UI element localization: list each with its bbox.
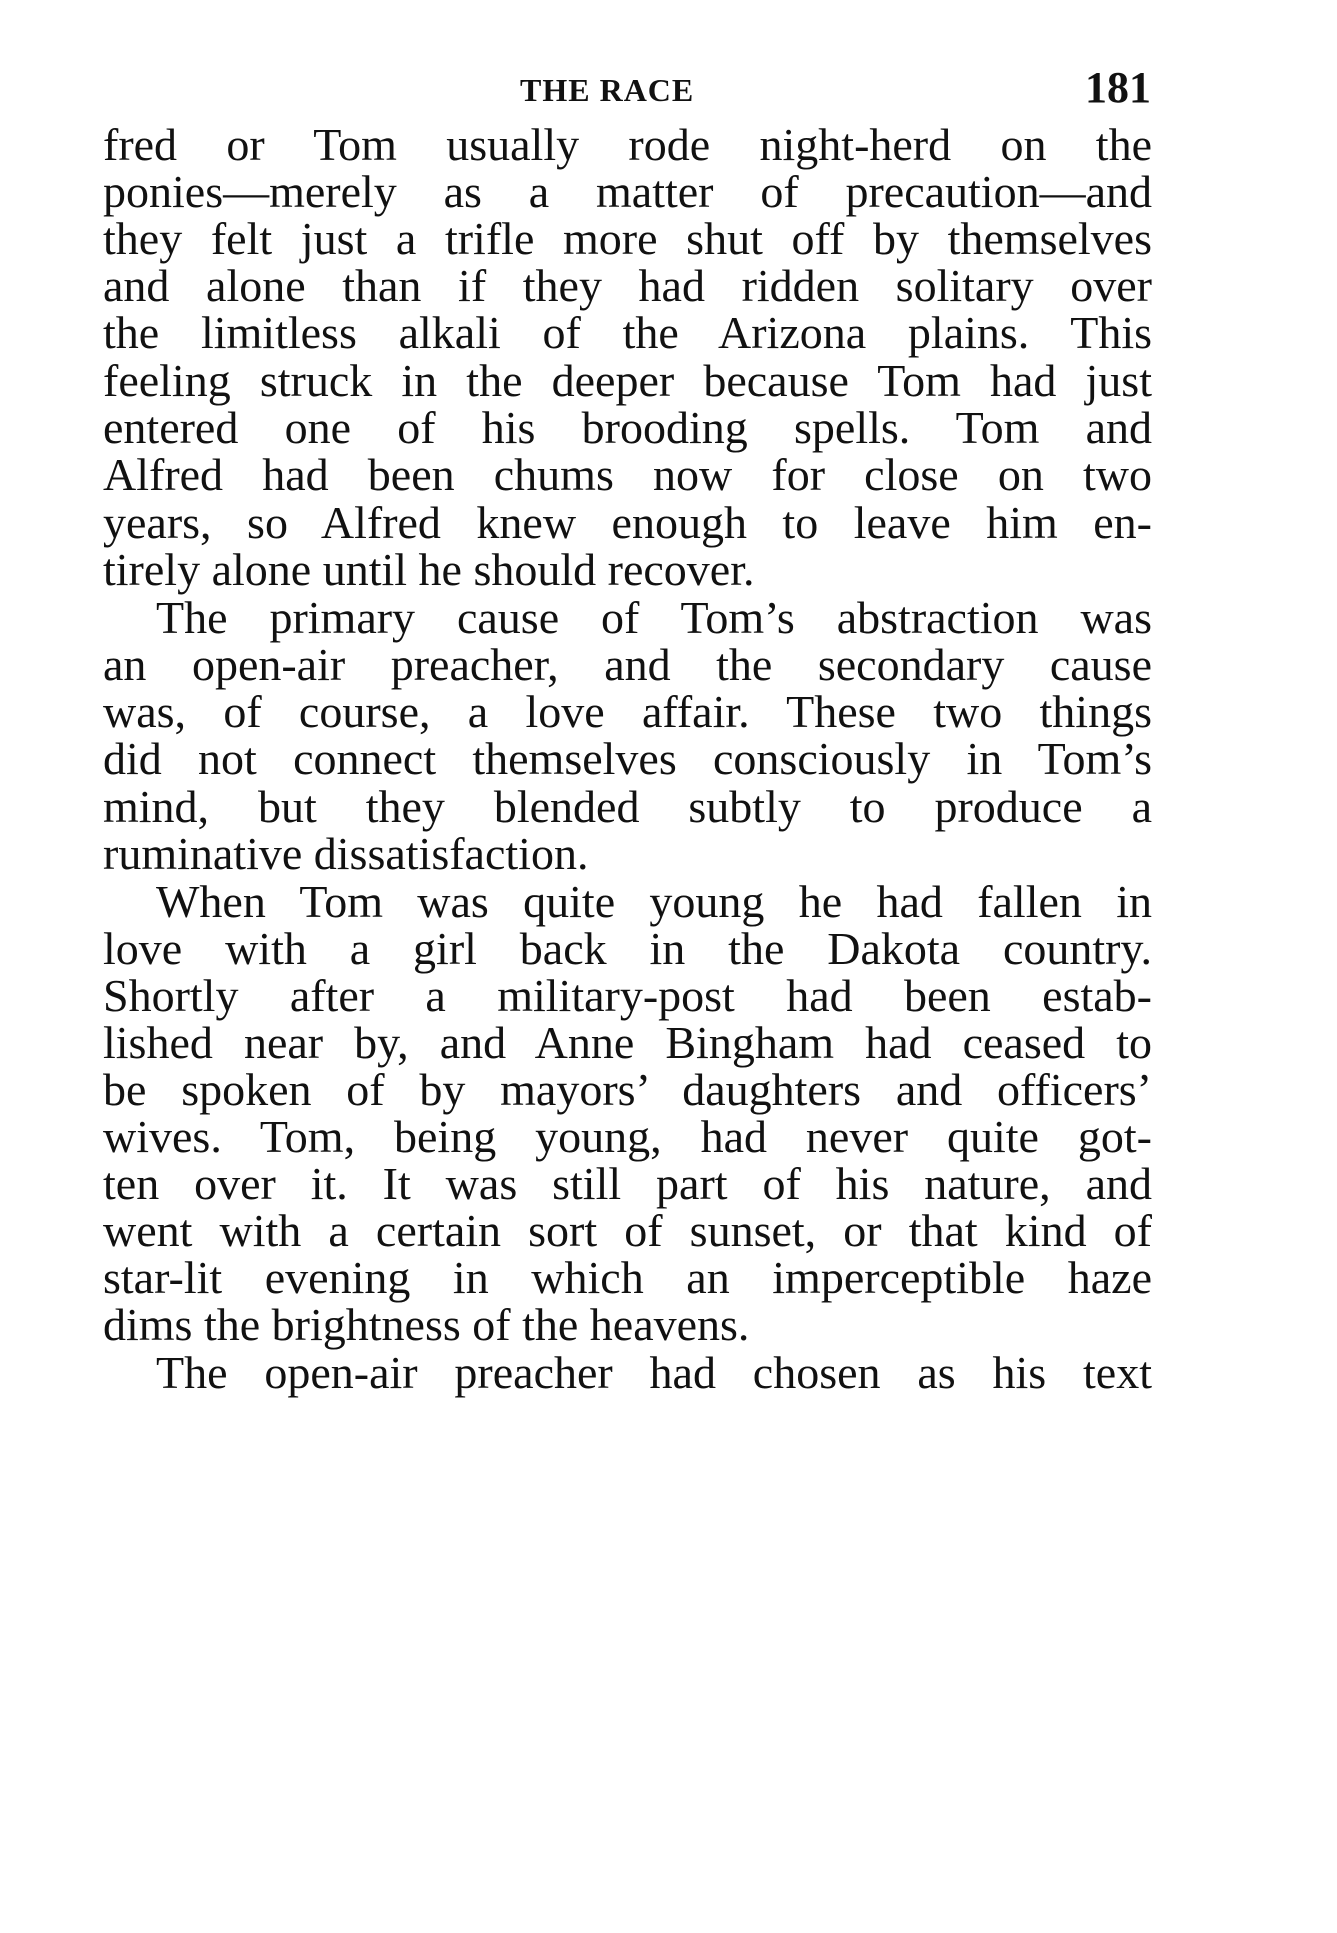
text-line: entered one of his brooding spells. Tom and <box>103 402 1152 453</box>
text-line: The primary cause of Tom’s abstraction was <box>156 592 1152 643</box>
text-line: Shortly after a military-post had been estab- <box>103 970 1152 1021</box>
text-line: an open-air preacher, and the secondary cause <box>103 639 1152 690</box>
text-line: and alone than if they had ridden solitary over <box>103 260 1152 311</box>
text-line: years, so Alfred knew enough to leave him en- <box>103 497 1152 548</box>
text-line: lished near by, and Anne Bingham had ceased to <box>103 1017 1152 1068</box>
running-head: THE RACE <box>520 72 695 108</box>
text-line: star-lit evening in which an imperceptible haze <box>103 1252 1152 1303</box>
text-line: fred or Tom usually rode night-herd on the <box>103 119 1152 170</box>
text-line: mind, but they blended subtly to produce a <box>103 781 1152 832</box>
text-line: the limitless alkali of the Arizona plains. This <box>103 307 1152 358</box>
text-line: dims the brightness of the heavens. <box>103 1299 750 1350</box>
text-line: tirely alone until he should recover. <box>103 544 755 595</box>
text-line: Alfred had been chums now for close on two <box>103 449 1152 500</box>
text-line: went with a certain sort of sunset, or that kind of <box>103 1205 1152 1256</box>
text-line: ruminative dissatisfaction. <box>103 828 589 879</box>
text-line: When Tom was quite young he had fallen in <box>156 876 1152 927</box>
text-line: they felt just a trifle more shut off by themselves <box>103 213 1152 264</box>
text-line: was, of course, a love affair. These two things <box>103 686 1152 737</box>
page-number: 181 <box>1085 63 1151 112</box>
text-line: love with a girl back in the Dakota country. <box>103 923 1152 974</box>
text-line: ten over it. It was still part of his nature, and <box>103 1158 1152 1209</box>
text-line: be spoken of by mayors’ daughters and officers’ <box>103 1064 1152 1115</box>
text-line: The open-air preacher had chosen as his text <box>156 1347 1152 1398</box>
text-line: ponies—merely as a matter of precaution—and <box>103 166 1152 217</box>
text-line: did not connect themselves consciously in Tom’s <box>103 733 1152 784</box>
text-line: wives. Tom, being young, had never quite got- <box>103 1111 1152 1162</box>
text-line: feeling struck in the deeper because Tom had just <box>103 355 1152 406</box>
